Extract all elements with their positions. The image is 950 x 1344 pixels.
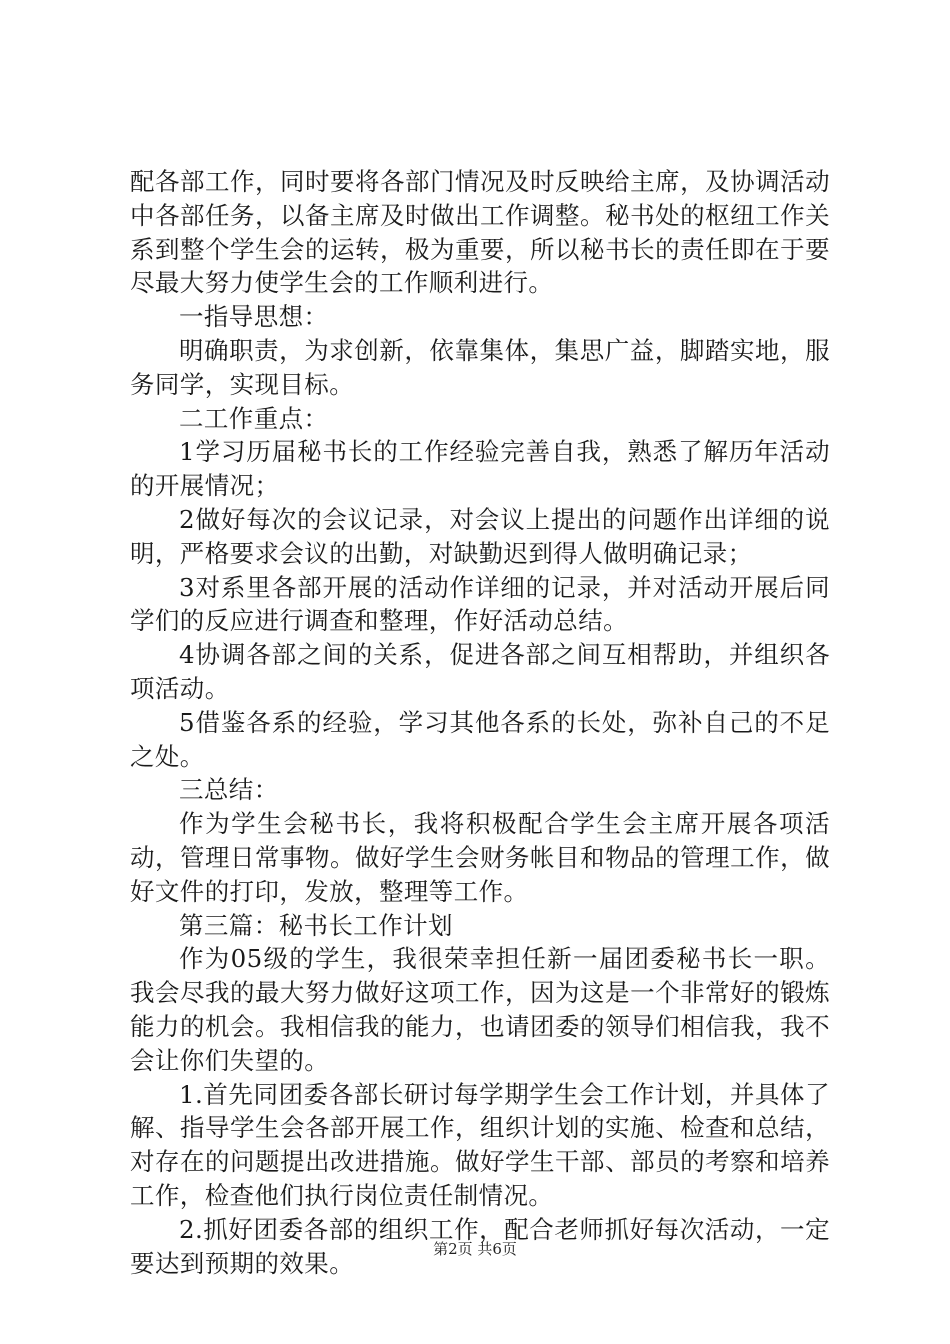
section-heading-guiding-thought: 一指导思想：: [179, 302, 329, 332]
list-item: 1.首先同团委各部长研讨每学期学生会工作计划，并具体了解、指导学生会各部开展工作，组织计划的实施、检查和总结，对存在的问题提出改进措施。做好学生干部、部员的考察和培养工作，检查他们执行岗位责任制情况。: [130, 1079, 830, 1210]
chapter-title: 第三篇：秘书长工作计划: [179, 910, 453, 940]
list-item: 1学习历届秘书长的工作经验完善自我，熟悉了解历年活动的开展情况；: [130, 437, 830, 501]
list-item: 2做好每次的会议记录，对会议上提出的问题作出详细的说明，严格要求会议的出勤，对缺勤迟到得人做明确记录；: [130, 504, 830, 568]
list-item: 5借鉴各系的经验，学习其他各系的长处，弥补自己的不足之处。: [130, 707, 830, 771]
list-item: 4协调各部之间的关系，促进各部之间互相帮助，并组织各项活动。: [130, 640, 830, 703]
list-item: 3对系里各部开展的活动作详细的记录，并对活动开展后同学们的反应进行调查和整理，作好活动总结。: [130, 572, 830, 636]
body-paragraph: 配各部工作，同时要将各部门情况及时反映给主席，及协调活动中各部任务，以备主席及时做出工作调整。秘书处的枢纽工作关系到整个学生会的运转，极为重要，所以秘书长的责任即在于要尽最大努力使学生会的工作顺利进行。: [130, 167, 830, 298]
page-number-footer: 第2页 共6页: [433, 1240, 517, 1258]
body-paragraph: 作为05级的学生，我很荣幸担任新一届团委秘书长一职。我会尽我的最大努力做好这项工作，因为这是一个非常好的锻炼能力的机会。我相信我的能力，也请团委的领导们相信我，我不会让你们失望的。: [130, 944, 830, 1075]
list-item: 2.抓好团委各部的组织工作，配合老师抓好每次活动，一定要达到预期的效果。: [130, 1214, 830, 1278]
document-body: [130, 165, 830, 1280]
section-heading-work-focus: 二工作重点：: [179, 403, 329, 433]
section-heading-summary: 三总结：: [179, 775, 279, 805]
body-paragraph: 明确职责，为求创新，依靠集体，集思广益，脚踏实地，服务同学，实现目标。: [130, 335, 830, 399]
body-paragraph: 作为学生会秘书长，我将积极配合学生会主席开展各项活动，管理日常事物。做好学生会财务帐目和物品的管理工作，做好文件的打印，发放，整理等工作。: [130, 809, 830, 906]
